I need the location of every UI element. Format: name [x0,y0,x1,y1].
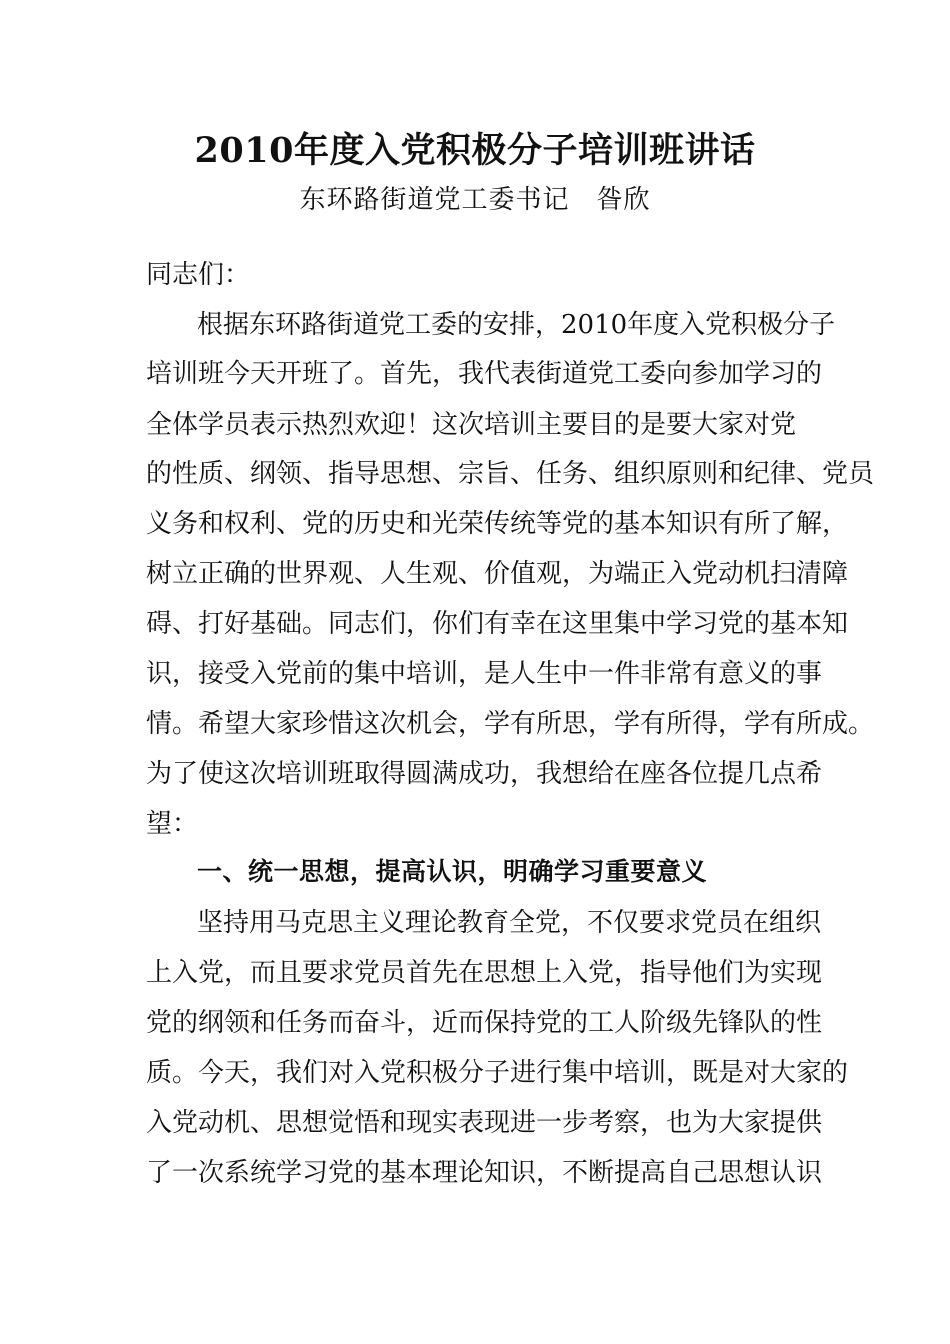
paragraph-line: 入党动机、思想觉悟和现实表现进一步考察，也为大家提供 [146,1108,823,1138]
document-subtitle: 东环路街道党工委书记 昝欣 [299,185,651,215]
paragraph-line: 望： [146,809,199,839]
paragraph-line: 的性质、纲领、指导思想、宗旨、任务、组织原则和纪律、党员 [146,459,875,489]
paragraph-line: 质。今天，我们对入党积极分子进行集中培训，既是对大家的 [146,1058,849,1088]
paragraph-line: 党的纲领和任务而奋斗，近而保持党的工人阶级先锋队的性 [146,1008,823,1038]
paragraph-line: 义务和权利、党的历史和光荣传统等党的基本知识有所了解， [146,509,849,539]
paragraph-line: 树立正确的世界观、人生观、价值观，为端正入党动机扫清障 [146,559,849,589]
paragraph-line: 情。希望大家珍惜这次机会，学有所思，学有所得，学有所成。 [146,709,875,739]
salutation: 同志们： [146,260,251,290]
paragraph-line: 了一次系统学习党的基本理论知识，不断提高自己思想认识 [146,1158,823,1188]
paragraph-line: 坚持用马克思主义理论教育全党，不仅要求党员在组织 [197,908,822,938]
paragraph-line: 碍、打好基础。同志们，你们有幸在这里集中学习党的基本知 [146,609,849,639]
paragraph-line: 根据东环路街道党工委的安排，2010年度入党积极分子 [197,310,836,340]
paragraph-line: 全体学员表示热烈欢迎！这次培训主要目的是要大家对党 [146,410,797,440]
paragraph-line: 识，接受入党前的集中培训，是人生中一件非常有意义的事 [146,659,823,689]
paragraph-line: 培训班今天开班了。首先，我代表街道党工委向参加学习的 [146,359,823,389]
section-heading: 一、统一思想，提高认识，明确学习重要意义 [197,857,708,886]
paragraph-line: 为了使这次培训班取得圆满成功，我想给在座各位提几点希 [146,759,823,789]
document-title: 2010年度入党积极分子培训班讲话 [194,130,756,171]
paragraph-line: 上入党，而且要求党员首先在思想上入党，指导他们为实现 [146,958,823,988]
